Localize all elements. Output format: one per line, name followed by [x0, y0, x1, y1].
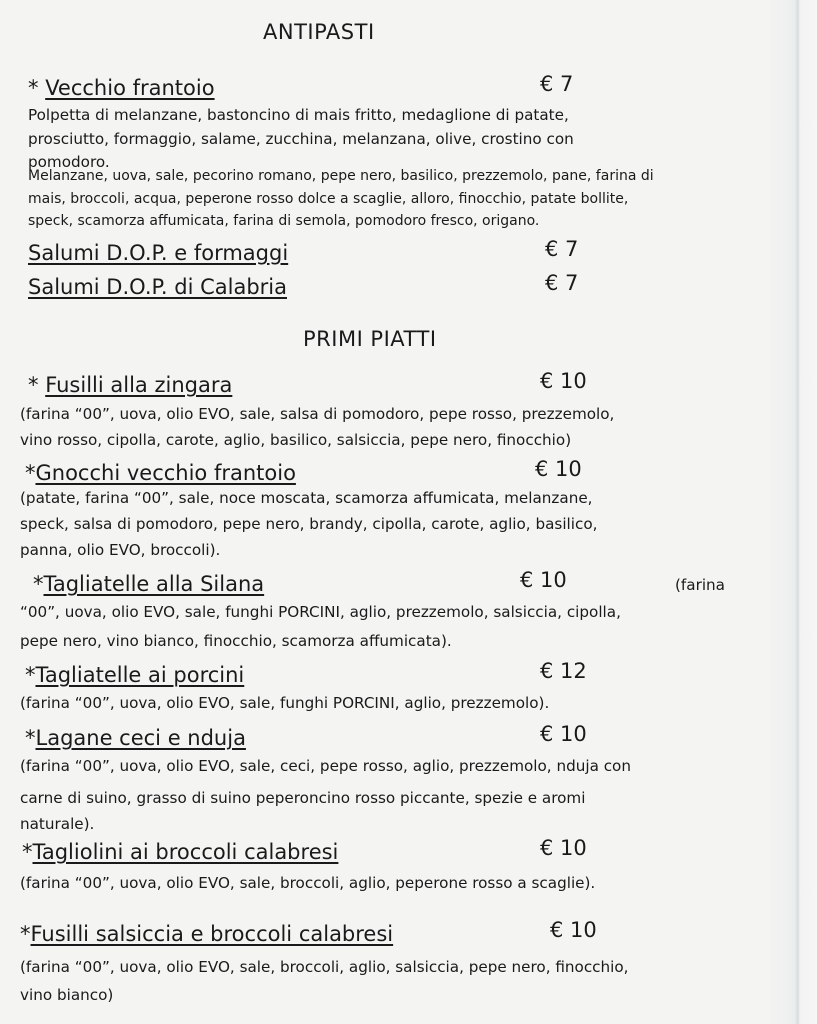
item-name: Salumi D.O.P. di Calabria	[28, 275, 287, 299]
item-name: Gnocchi vecchio frantoio	[35, 461, 296, 485]
menu-item-title	[22, 840, 338, 864]
item-name: Lagane ceci e nduja	[35, 726, 246, 750]
item-description-line: “00”, uova, olio EVO, sale, funghi PORCINI, aglio, prezzemolo, salsiccia, cipolla,	[20, 603, 621, 621]
item-price: € 10	[550, 918, 597, 942]
item-ingredients-line: speck, scamorza affumicata, farina di semola, pomodoro fresco, origano.	[28, 213, 540, 229]
item-description-line: (farina “00”, uova, olio EVO, sale, funghi PORCINI, aglio, prezzemolo).	[20, 694, 550, 712]
item-description-inline: (farina	[675, 576, 725, 594]
item-name: Fusilli salsiccia e broccoli calabresi	[30, 922, 394, 946]
item-marker: *	[25, 461, 36, 485]
item-price: € 10	[540, 369, 587, 393]
item-marker: *	[22, 840, 33, 864]
item-name: Salumi D.O.P. e formaggi	[28, 241, 289, 265]
menu-item-title	[28, 241, 288, 265]
item-description-line: (farina “00”, uova, olio EVO, sale, ceci, pepe rosso, aglio, prezzemolo, nduja con	[20, 757, 631, 775]
item-description-line: vino bianco)	[20, 986, 114, 1004]
menu-item-title	[33, 572, 264, 596]
item-ingredients-line: mais, broccoli, acqua, peperone rosso dolce a scaglie, alloro, finocchio, patate bollite,	[28, 191, 629, 207]
item-price: € 7	[540, 72, 574, 96]
item-price: € 10	[535, 457, 582, 481]
item-description-line: prosciutto, formaggio, salame, zucchina, melanzana, olive, crostino con	[28, 130, 574, 148]
menu-item-title	[25, 461, 296, 485]
item-description-line: pepe nero, vino bianco, finocchio, scamorza affumicata).	[20, 632, 452, 650]
item-description-line: vino rosso, cipolla, carote, aglio, basilico, salsiccia, pepe nero, finocchio)	[20, 431, 572, 449]
menu-item-title	[25, 663, 244, 687]
menu-item-title	[28, 373, 232, 397]
item-description-line: (farina “00”, uova, olio EVO, sale, broccoli, aglio, peperone rosso a scaglie).	[20, 874, 596, 892]
item-marker: *	[28, 373, 46, 397]
item-description-line: (farina “00”, uova, olio EVO, sale, salsa di pomodoro, pepe rosso, prezzemolo,	[20, 405, 615, 423]
item-price: € 7	[545, 237, 579, 261]
item-description-line: speck, salsa di pomodoro, pepe nero, brandy, cipolla, carote, aglio, basilico,	[20, 515, 598, 533]
item-description-line: (patate, farina “00”, sale, noce moscata, scamorza affumicata, melanzane,	[20, 489, 593, 507]
section-heading: ANTIPASTI	[263, 20, 375, 44]
item-name: Vecchio frantoio	[45, 76, 215, 100]
menu-item-title	[20, 922, 393, 946]
item-price: € 10	[520, 568, 567, 592]
item-price: € 10	[540, 722, 587, 746]
menu-item-title	[28, 76, 215, 100]
page-edge	[767, 0, 817, 1024]
item-price: € 10	[540, 836, 587, 860]
item-ingredients-line: Melanzane, uova, sale, pecorino romano, pepe nero, basilico, prezzemolo, pane, farina di	[28, 168, 654, 184]
item-description-line: (farina “00”, uova, olio EVO, sale, broccoli, aglio, salsiccia, pepe nero, finocchio,	[20, 958, 629, 976]
item-name: Tagliatelle ai porcini	[35, 663, 245, 687]
item-description-line: naturale).	[20, 815, 95, 833]
item-marker: *	[20, 922, 31, 946]
item-name: Tagliatelle alla Silana	[43, 572, 265, 596]
item-description-line: carne di suino, grasso di suino peperoncino rosso piccante, spezie e aromi	[20, 789, 586, 807]
section-heading: PRIMI PIATTI	[303, 327, 437, 351]
item-description-line: panna, olio EVO, broccoli).	[20, 541, 221, 559]
item-price: € 12	[540, 659, 587, 683]
item-description-line: pomodoro.	[28, 153, 110, 171]
item-marker: *	[33, 572, 44, 596]
item-marker: *	[25, 726, 36, 750]
menu-item-title	[25, 726, 246, 750]
item-name: Fusilli alla zingara	[45, 373, 233, 397]
item-marker: *	[25, 663, 36, 687]
item-description-line: Polpetta di melanzane, bastoncino di mais fritto, medaglione di patate,	[28, 106, 569, 124]
item-name: Tagliolini ai broccoli calabresi	[32, 840, 339, 864]
item-price: € 7	[545, 271, 579, 295]
item-marker: *	[28, 76, 46, 100]
menu-item-title	[28, 275, 287, 299]
